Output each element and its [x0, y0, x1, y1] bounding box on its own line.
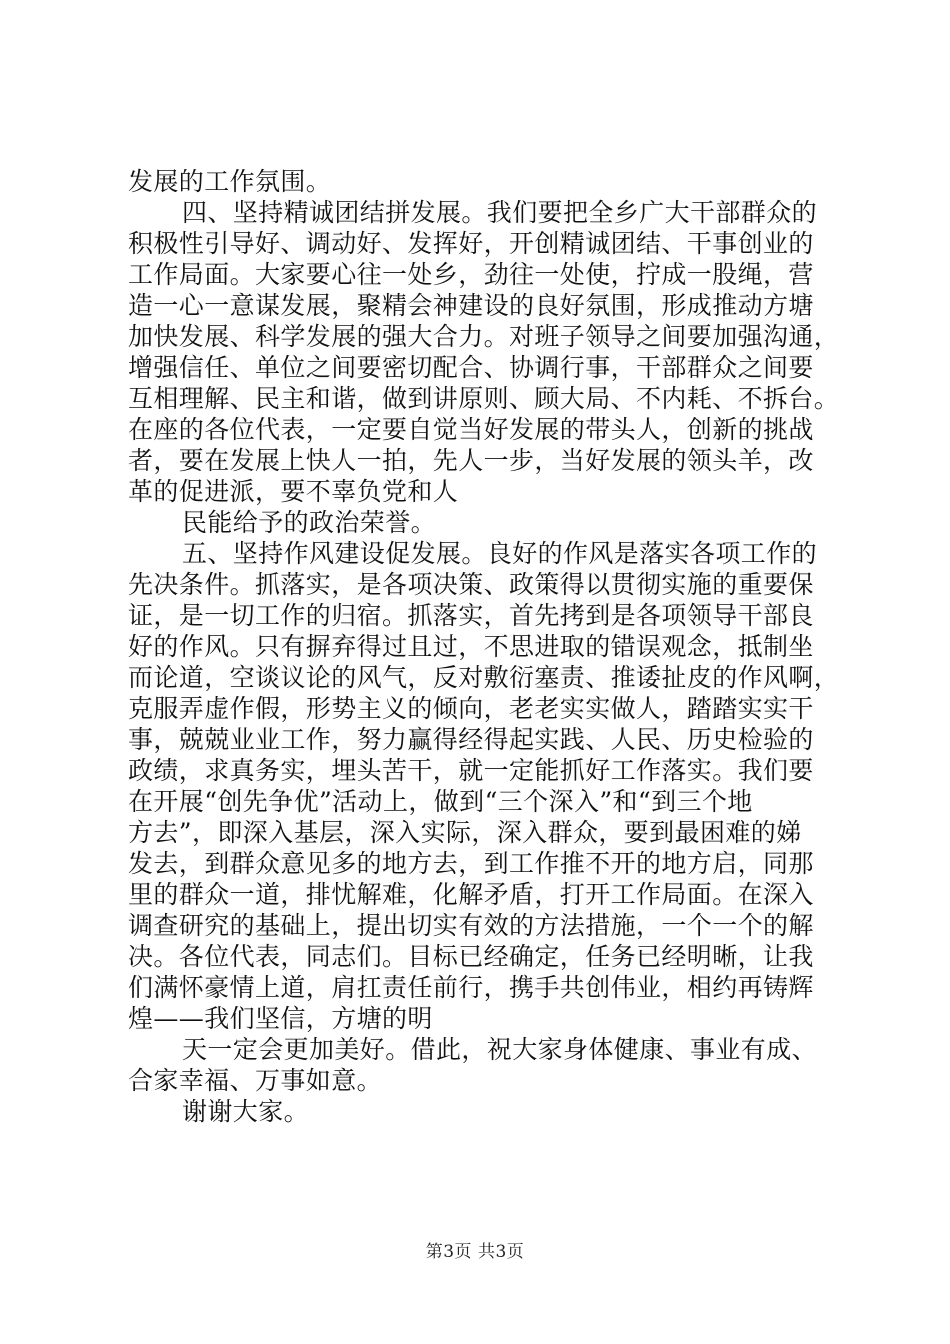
text-line: 事，兢兢业业工作，努力赢得经得起实践、人民、历史检验的 — [128, 725, 814, 754]
text-line: 在开展“创先争优”活动上，做到“三个深入”和“到三个地 — [128, 787, 753, 816]
text-line: 证，是一切工作的归宿。抓落实，首先拷到是各项领导干部良 — [128, 601, 814, 630]
text-line: 里的群众一道，排忧解难，化解矛盾，打开工作局面。在深入 — [128, 880, 814, 909]
text-line: 们满怀豪情上道，肩扛责任前行，携手共创伟业，相约再铸辉 — [128, 973, 814, 1002]
text-line: 调查研究的基础上，提出切实有效的方法措施，一个一个的解 — [128, 911, 814, 940]
text-line: 克服弄虚作假，形势主义的倾向，老老实实做人，踏踏实实干 — [128, 694, 814, 723]
text-line: 发去，到群众意见多的地方去，到工作推不开的地方启，同那 — [128, 849, 814, 878]
text-line: 谢谢大家。 — [182, 1097, 310, 1126]
text-line: 加快发展、科学发展的强大合力。对班子领导之间要加强沟通， — [128, 322, 840, 351]
text-line: 增强信任、单位之间要密切配合、协调行事，干部群众之间要 — [128, 353, 814, 382]
text-line: 在座的各位代表，一定要自觉当好发展的带头人，创新的挑战 — [128, 415, 814, 444]
text-line: 革的促进派，要不辜负党和人 — [128, 477, 459, 506]
text-line: 政绩，求真务实，埋头苦干，就一定能抓好工作落实。我们要 — [128, 756, 814, 785]
text-line: 民能给予的政治荣誉。 — [182, 508, 437, 537]
text-line: 而论道，空谈议论的风气，反对敷衍塞责、推诿扯皮的作风啊， — [128, 663, 840, 692]
text-line: 好的作风。只有摒弃得过且过，不思进取的错误观念，抵制坐 — [128, 632, 814, 661]
page-footer: 第3页 共3页 — [425, 1242, 525, 1262]
text-line: 五、坚持作风建设促发展。良好的作风是落实各项工作的 — [182, 539, 818, 568]
text-line: 四、坚持精诚团结拼发展。我们要把全乡广大干部群众的 — [182, 198, 818, 227]
text-line: 天一定会更加美好。借此，祝大家身体健康、事业有成、 — [182, 1035, 818, 1064]
text-line: 合家幸福、万事如意。 — [128, 1066, 383, 1095]
text-line: 方去”，即深入基层，深入实际，深入群众，要到最困难的娣 — [128, 818, 802, 847]
text-line: 工作局面。大家要心往一处乡，劲往一处使，拧成一股绳，营 — [128, 260, 814, 289]
text-line: 煌——我们坚信，方塘的明 — [128, 1004, 433, 1033]
text-line: 决。各位代表，同志们。目标已经确定，任务已经明晰，让我 — [128, 942, 814, 971]
text-line: 先决条件。抓落实，是各项决策、政策得以贯彻实施的重要保 — [128, 570, 814, 599]
body-text — [128, 166, 838, 1127]
text-line: 造一心一意谋发展，聚精会神建设的良好氛围，形成推动方塘 — [128, 291, 814, 320]
text-line: 互相理解、民主和谐，做到讲原则、顾大局、不内耗、不拆台。 — [128, 384, 840, 413]
text-line: 积极性引导好、调动好、发挥好，开创精诚团结、干事创业的 — [128, 229, 814, 258]
text-line: 发展的工作氛围。 — [128, 167, 332, 196]
text-line: 者，要在发展上快人一拍，先人一步，当好发展的领头羊，改 — [128, 446, 814, 475]
